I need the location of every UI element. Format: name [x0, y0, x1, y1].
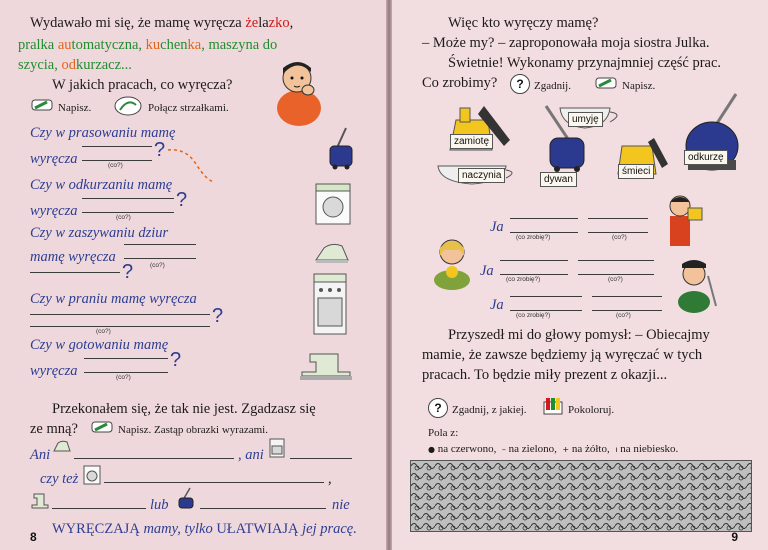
czy-tez-label: czy też — [40, 471, 79, 487]
intro-line-1: Wydawało mi się, że mamę wyręcza żelazko, — [30, 15, 294, 31]
page-number-left: 8 — [30, 530, 37, 544]
ja-label: Ja — [480, 263, 494, 279]
hint-label: (co?) — [150, 262, 165, 269]
answer-line[interactable] — [588, 232, 648, 233]
answer-line[interactable] — [588, 218, 648, 219]
question-cooking: Czy w gotowaniu mamę — [30, 337, 169, 353]
answer-line[interactable] — [124, 244, 196, 245]
right-intro-line-3: Świetnie! Wykonamy przynajmniej część prac. — [448, 55, 722, 71]
question-ironing-verb: wyręcza — [30, 151, 78, 167]
word-card[interactable]: zamiotę — [450, 134, 493, 149]
question-laundry: Czy w praniu mamę wyręcza — [30, 291, 197, 307]
answer-line[interactable] — [592, 296, 662, 297]
answer-line[interactable] — [578, 260, 654, 261]
right-intro-line-2: – Może my? – zaproponowała moja siostra Julka. — [422, 35, 710, 51]
fields-legend: ● na czerwono, – na zielono, + na żółto, ı na niebiesko. — [428, 443, 679, 455]
answer-line[interactable] — [30, 272, 120, 273]
sewing-machine-icon — [298, 346, 354, 382]
answer-line[interactable] — [52, 508, 146, 509]
hint-label: (co?) — [616, 312, 631, 319]
conclusion-line-2: ze mną? — [30, 421, 78, 437]
question-badge-icon: ? — [510, 74, 530, 94]
question-sewing: Czy w zaszywaniu dziur — [30, 225, 169, 241]
instruction-guess: Zgadnij. — [534, 80, 571, 92]
intro-question: W jakich pracach, co wyręcza? — [52, 77, 233, 93]
question-mark-icon: ? — [154, 139, 166, 161]
stove-icon — [268, 436, 286, 458]
answer-line[interactable] — [510, 218, 578, 219]
sewing-machine-icon — [30, 490, 50, 512]
answer-line[interactable] — [510, 310, 582, 311]
answer-line[interactable] — [578, 274, 654, 275]
instruction-color: Pokoloruj. — [568, 404, 615, 416]
word-card[interactable]: umyję — [568, 112, 603, 127]
answer-line[interactable] — [124, 258, 196, 259]
question-mark-icon: ? — [122, 261, 134, 283]
hint-label: (co zrobię?) — [516, 312, 551, 319]
word-card[interactable]: dywan — [540, 172, 577, 187]
instruction-replace-pictures: Napisz. Zastąp obrazki wyrazami. — [118, 424, 268, 436]
comma: , — [328, 471, 332, 487]
boy-with-dustpan-icon — [660, 190, 704, 248]
hint-label: (co?) — [608, 276, 623, 283]
question-cooking-verb: wyręcza — [30, 363, 78, 379]
idea-line-1: Przyszedł mi do głowy pomysł: – Obiecajmy — [448, 327, 710, 343]
question-badge-icon: ? — [428, 398, 448, 418]
crayons-icon — [542, 396, 564, 416]
thinking-boy-icon — [270, 56, 328, 126]
idea-line-3: pracach. To będzie miły prezent z okazji... — [422, 367, 668, 383]
answer-line[interactable] — [84, 358, 168, 359]
puzzle-pattern-icon — [411, 461, 751, 531]
hint-label: (co?) — [96, 328, 111, 335]
question-mark-icon: ? — [176, 189, 188, 211]
girl-icon — [428, 234, 476, 290]
intro-line-2: pralka automatyczna, kuchenka, maszyna do — [18, 37, 278, 53]
final-sentence: WYRĘCZAJĄ mamy, tylko UŁATWIAJĄ jej pracę. — [52, 521, 357, 537]
page-number-right: 9 — [731, 530, 738, 544]
answer-line[interactable] — [290, 458, 352, 459]
instruction-connect: Połącz strzałkami. — [148, 102, 229, 114]
washing-machine-icon — [82, 464, 102, 486]
lub-label: lub — [150, 497, 169, 513]
ja-label: Ja — [490, 219, 504, 235]
hint-label: (co?) — [116, 214, 131, 221]
question-vacuuming: Czy w odkurzaniu mamę — [30, 177, 173, 193]
dashed-arrow-icon — [166, 146, 216, 186]
question-mark-icon: ? — [212, 305, 224, 327]
word-card[interactable]: odkurzę — [684, 150, 728, 165]
question-vacuuming-verb: wyręcza — [30, 203, 78, 219]
pencil-icon — [594, 74, 618, 92]
ani-label: , ani — [238, 447, 264, 463]
answer-line[interactable] — [200, 508, 326, 509]
answer-line[interactable] — [82, 212, 174, 213]
idea-line-2: mamie, że zawsze będziemy ją wyręczać w tych — [422, 347, 703, 363]
hint-label: (co zrobię?) — [516, 234, 551, 241]
pencil-icon — [30, 96, 54, 114]
instruction-guess-occasion: Zgadnij, z jakiej. — [452, 404, 527, 416]
answer-line[interactable] — [510, 232, 578, 233]
iron-icon — [312, 240, 352, 264]
instruction-write: Napisz. — [58, 102, 92, 114]
answer-line[interactable] — [500, 274, 568, 275]
question-ironing: Czy w prasowaniu mamę — [30, 125, 176, 141]
answer-line[interactable] — [82, 160, 152, 161]
hint-label: (co?) — [612, 234, 627, 241]
word-card[interactable]: naczynia — [458, 168, 505, 183]
ani-label: Ani — [30, 447, 51, 463]
coloring-puzzle[interactable] — [410, 460, 752, 532]
word-card[interactable]: śmieci — [618, 164, 654, 179]
ja-label: Ja — [490, 297, 504, 313]
question-mark-icon: ? — [170, 349, 182, 371]
hint-label: (co zrobię?) — [506, 276, 541, 283]
right-intro-line-1: Więc kto wyręczy mamę? — [448, 15, 599, 31]
question-sewing-verb: mamę wyręcza — [30, 249, 116, 265]
conclusion-line-1: Przekonałem się, że tak nie jest. Zgadzasz się — [52, 401, 316, 417]
answer-line[interactable] — [84, 372, 168, 373]
boy-with-vacuum-icon — [672, 256, 718, 314]
pencil-icon — [90, 418, 114, 436]
stove-icon — [312, 272, 348, 336]
vacuum-cleaner-icon — [176, 486, 196, 510]
answer-line[interactable] — [592, 310, 662, 311]
answer-line[interactable] — [82, 146, 152, 147]
intro-line-3: szycia, odkurzacz... — [18, 57, 132, 73]
answer-line[interactable] — [104, 482, 324, 483]
answer-line[interactable] — [30, 314, 210, 315]
right-intro-line-4: Co zrobimy? — [422, 75, 498, 91]
right-page — [392, 0, 768, 550]
nie-label: nie — [332, 497, 350, 513]
answer-line[interactable] — [82, 198, 174, 199]
hint-label: (co?) — [108, 162, 123, 169]
washing-machine-icon — [314, 182, 352, 226]
hint-label: (co?) — [116, 374, 131, 381]
answer-line[interactable] — [500, 260, 568, 261]
iron-icon — [52, 438, 72, 454]
fields-title: Pola z: — [428, 427, 459, 439]
vacuum-cleaner-icon — [326, 126, 356, 170]
answer-line[interactable] — [74, 458, 234, 459]
instruction-write: Napisz. — [622, 80, 656, 92]
arrow-connect-icon — [114, 96, 142, 116]
answer-line[interactable] — [30, 326, 210, 327]
answer-line[interactable] — [510, 296, 582, 297]
